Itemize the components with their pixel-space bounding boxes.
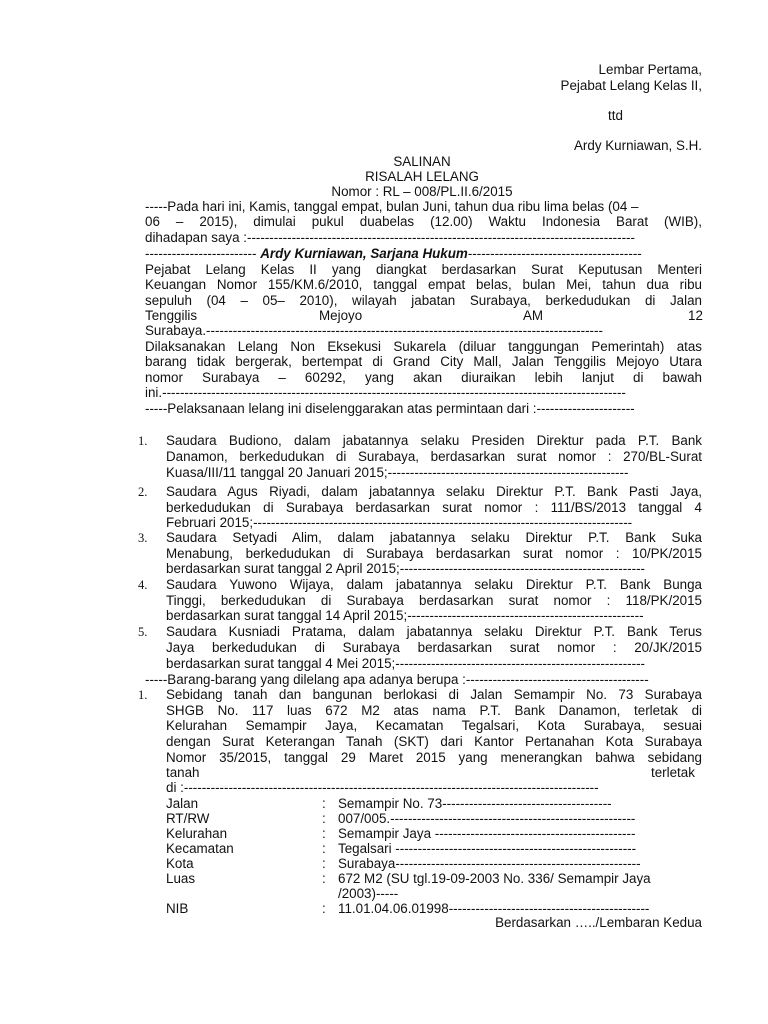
- list-item: Saudara Setyadi Alim, dalam jabatannya selaku Direktur P.T. Bank Suka: [166, 530, 702, 545]
- barang-line-1: Sebidang tanah dan bangunan berlokasi di Jalan Semampir No. 73 Surabaya: [166, 687, 702, 702]
- detail-colon: :: [322, 856, 326, 871]
- detail-value: Tegalsari ------------------------------------------------------: [338, 841, 637, 856]
- list-item: Saudara Kusniadi Pratama, dalam jabatannya selaku Direktur P.T. Bank Terus: [166, 624, 702, 639]
- list-item: berdasarkan surat tanggal 4 Mei 2015;--------------------------------------------------------: [166, 656, 645, 671]
- barang-header: -----Barang-barang yang dilelang apa adanya berupa :-----------------------------------------: [145, 672, 649, 687]
- pejabat-line-2: Keuangan Nomor 155/KM.6/2010, tanggal empat belas, bulan Mei, tahun dua ribu: [145, 277, 702, 292]
- detail-label: Kelurahan: [166, 826, 228, 841]
- official-line: [145, 246, 702, 262]
- dilaksanakan-line-3: nomor Surabaya – 60292, yang akan diuraikan lebih lanjut di bawah: [145, 370, 702, 385]
- list-number: 4.: [138, 578, 148, 592]
- list-item: Februari 2015;-------------------------------------------------------------------------------------: [166, 515, 633, 530]
- detail-value: 672 M2 (SU tgl.19-09-2003 No. 336/ Semampir Jaya: [338, 871, 651, 886]
- list-item: Tinggi, berkedudukan di Surabaya berdasarkan surat nomor : 118/PK/2015: [166, 593, 702, 608]
- detail-colon: :: [322, 826, 326, 841]
- barang-line-6b: terletak: [651, 765, 695, 780]
- barang-line-5: Nomor 35/2015, tanggal 29 Maret 2015 yang menerangkan bahwa sebidang: [166, 750, 702, 765]
- detail-colon: :: [322, 841, 326, 856]
- detail-colon: :: [322, 796, 326, 811]
- intro-line-3: dihadapan saya :---------------------------------------------------------------------------------------: [145, 230, 635, 245]
- pejabat-line-1: Pejabat Lelang Kelas II yang diangkat berdasarkan Surat Keputusan Menteri: [145, 262, 702, 277]
- header-signer: Ardy Kurniawan, S.H.: [573, 138, 702, 153]
- detail-value: /2003)-----: [338, 886, 399, 901]
- list-number: 1.: [138, 688, 148, 702]
- list-item: Jaya berkedudukan di Surabaya berdasarkan surat nomor : 20/JK/2015: [166, 640, 702, 655]
- barang-line-2: SHGB No. 117 luas 672 M2 atas nama P.T. Bank Danamon, terletak di: [166, 703, 702, 718]
- detail-colon: :: [322, 811, 326, 826]
- detail-label: Jalan: [166, 796, 199, 811]
- pejabat-line-5: Surabaya.-----------------------------------------------------------------------------------------: [145, 323, 603, 338]
- official-dashes-right: ---------------------------------------: [467, 246, 642, 261]
- official-dashes-left: -------------------------: [145, 246, 257, 261]
- dilaksanakan-line-2: barang tidak bergerak, bertempat di Grand City Mall, Jalan Tenggilis Mejoyo Utara: [145, 354, 702, 369]
- list-item: berdasarkan surat tanggal 2 April 2015;-------------------------------------------------------: [166, 561, 646, 576]
- detail-value: Semampir Jaya ---------------------------------------------: [338, 826, 636, 841]
- list-number: 2.: [138, 485, 148, 499]
- pejabat-line-4b: Mejoyo: [319, 308, 363, 323]
- list-item: berdasarkan surat tanggal 14 April 2015;-----------------------------------------------------: [166, 608, 644, 623]
- detail-label: Kota: [166, 856, 194, 871]
- pelaksanaan-line: -----Pelaksanaan lelang ini diselenggarakan atas permintaan dari :----------------------: [145, 401, 635, 416]
- pejabat-line-3: sepuluh (04 – 05– 2010), wilayah jabatan Surabaya, berkedudukan di Jalan: [145, 293, 702, 308]
- list-number: 5.: [138, 625, 148, 639]
- barang-line-4: dengan Surat Keterangan Tanah (SKT) dari Kantor Pertanahan Kota Surabaya: [166, 734, 702, 749]
- detail-label: Luas: [166, 871, 196, 886]
- list-item: Kuasa/III/11 tanggal 20 Januari 2015;------------------------------------------------------: [166, 465, 629, 480]
- header-pejabat: Pejabat Lelang Kelas II,: [560, 78, 702, 93]
- detail-value: Surabaya-------------------------------------------------------: [338, 856, 641, 871]
- intro-line-2: 06 – 2015), dimulai pukul duabelas (12.00) Waktu Indonesia Barat (WIB),: [145, 214, 702, 229]
- list-item: Saudara Yuwono Wijaya, dalam jabatannya selaku Direktur P.T. Bank Bunga: [166, 577, 702, 592]
- title-nomor: Nomor : RL – 008/PL.II.6/2015: [331, 184, 513, 199]
- official-name: Ardy Kurniawan, Sarjana Hukum: [260, 246, 468, 261]
- dilaksanakan-line-1: Dilaksanakan Lelang Non Eksekusi Sukarela (diluar tanggungan Pemerintah) atas: [145, 339, 702, 354]
- intro-line-1: -----Pada hari ini, Kamis, tanggal empat, bulan Juni, tahun dua ribu lima belas (04 –: [145, 199, 639, 214]
- list-number: 3.: [138, 531, 148, 545]
- header-ttd: ttd: [608, 108, 623, 123]
- barang-line-3: Kelurahan Semampir Jaya, Kecamatan Tegalsari, Kota Surabaya, sesuai: [166, 718, 702, 733]
- list-item: Menabung, berkedudukan di Surabaya berdasarkan surat nomor : 10/PK/2015: [166, 546, 702, 561]
- header-lembar: Lembar Pertama,: [598, 62, 702, 77]
- detail-label: Kecamatan: [166, 841, 234, 856]
- detail-colon: :: [322, 901, 326, 916]
- title-salinan: SALINAN: [393, 154, 451, 169]
- list-item: Saudara Budiono, dalam jabatannya selaku Presiden Direktur pada P.T. Bank: [166, 433, 702, 448]
- pejabat-line-4c: AM: [523, 308, 544, 323]
- detail-value: 007/005.-------------------------------------------------------: [338, 811, 636, 826]
- list-number: 1.: [138, 434, 148, 448]
- barang-line-6a: tanah: [166, 765, 200, 780]
- footer-continuation: Berdasarkan …../Lembaran Kedua: [495, 915, 702, 930]
- detail-value: 11.01.04.06.01998---------------------------------------------: [338, 901, 650, 916]
- list-item: berkedudukan di Surabaya berdasarkan surat nomor : 111/BS/2013 tanggal 4: [166, 500, 702, 515]
- dilaksanakan-line-4: ini.--------------------------------------------------------------------------------------------------------: [145, 385, 626, 400]
- detail-label: NIB: [166, 901, 189, 916]
- list-item: Danamon, berkedudukan di Surabaya, berdasarkan surat nomor : 270/BL-Surat: [166, 449, 702, 464]
- pejabat-line-4a: Tenggilis: [145, 308, 198, 323]
- pejabat-line-4d: 12: [688, 308, 703, 323]
- title-risalah: RISALAH LELANG: [365, 169, 479, 184]
- detail-label: RT/RW: [166, 811, 210, 826]
- detail-value: Semampir No. 73--------------------------------------: [338, 796, 612, 811]
- barang-line-7: di :---------------------------------------------------------------------------------------------: [166, 780, 599, 795]
- detail-colon: :: [322, 871, 326, 886]
- list-item: Saudara Agus Riyadi, dalam jabatannya selaku Direktur P.T. Bank Pasti Jaya,: [166, 484, 702, 499]
